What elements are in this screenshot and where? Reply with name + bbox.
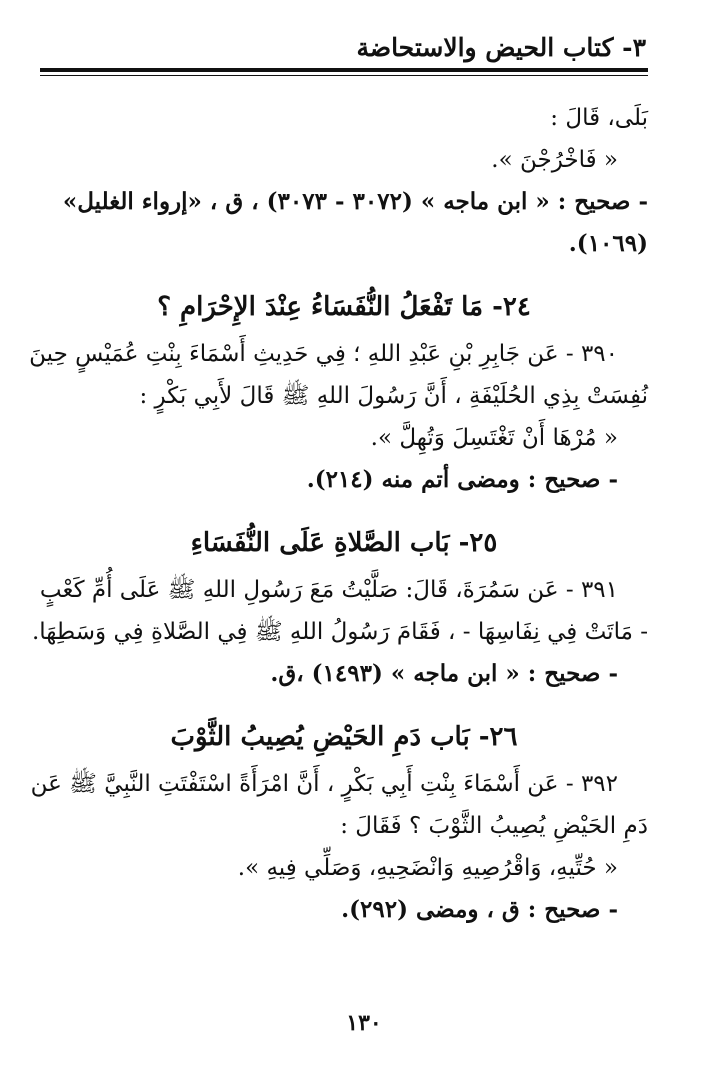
grading-line: - صحيح : ومضى أتم منه (٢١٤).: [306, 466, 618, 493]
hadith-line: ٣٩٢ - عَن أَسْمَاءَ بِنْتِ أَبِي بَكْرٍ ، أَنَّ امْرَأَةً اسْتَفْتَتِ النَّبِيَّ ﷺ عَن: [30, 771, 618, 797]
hadith-line: دَمِ الحَيْضِ يُصِيبُ الثَّوْبَ ؟ فَقَالَ :: [340, 813, 648, 839]
section-heading: ٢٥- بَاب الصَّلاةِ عَلَى النُّفَسَاءِ: [190, 528, 498, 558]
chapter-title: ٣- كتاب الحيض والاستحاضة: [356, 33, 646, 62]
header-rule-thick: [40, 68, 648, 72]
book-page: [29, 18, 648, 1078]
grading-line: - صحيح : « ابن ماجه » (٣٠٧٢ - ٣٠٧٣) ، ق ، «إرواء الغليل»: [62, 188, 648, 215]
header-rule-thin: [40, 75, 648, 76]
page-body: [29, 98, 648, 930]
text-line: بَلَى، قَالَ :: [550, 105, 648, 131]
text-line: « فَاخْرُجْنَ ».: [491, 147, 618, 173]
hadith-line: « مُرْهَا أَنْ تَغْتَسِلَ وَتُهِلَّ ».: [370, 425, 618, 451]
hadith-line: « حُتِّيهِ، وَاقْرُصِيهِ وَانْضَحِيهِ، وَصَلِّي فِيهِ ».: [237, 855, 618, 881]
grading-line: - صحيح : ق ، ومضى (٢٩٢).: [341, 896, 618, 923]
section-heading: ٢٤- مَا تَفْعَلُ النُّفَسَاءُ عِنْدَ الإِحْرَامِ ؟: [157, 292, 531, 322]
page-number: ١٣٠: [346, 1010, 382, 1036]
hadith-line: ٣٩١ - عَن سَمُرَةَ، قَالَ: صَلَّيْتُ مَعَ رَسُولِ اللهِ ﷺ عَلَى أُمِّ كَعْبٍ: [39, 577, 618, 603]
grading-line: (١٠٦٩).: [568, 230, 648, 257]
grading-line: - صحيح : « ابن ماجه » (١٤٩٣) ،ق.: [270, 660, 618, 687]
section-heading: ٢٦- بَاب دَمِ الحَيْضِ يُصِيبُ الثَّوْبَ: [170, 722, 518, 752]
hadith-line: - مَاتَتْ فِي نِفَاسِهَا - ، فَقَامَ رَسُولُ اللهِ ﷺ فِي الصَّلاةِ فِي وَسَطِهَا.: [31, 619, 648, 645]
hadith-line: نُفِسَتْ بِذِي الحُلَيْفَةِ ، أَنَّ رَسُولَ اللهِ ﷺ قَالَ لأَبِي بَكْرٍ :: [139, 383, 648, 409]
hadith-line: ٣٩٠ - عَن جَابِرِ بْنِ عَبْدِ اللهِ ؛ فِي حَدِيثِ أَسْمَاءَ بِنْتِ عُمَيْسٍ حِينَ: [29, 341, 618, 367]
running-header: [40, 18, 648, 62]
